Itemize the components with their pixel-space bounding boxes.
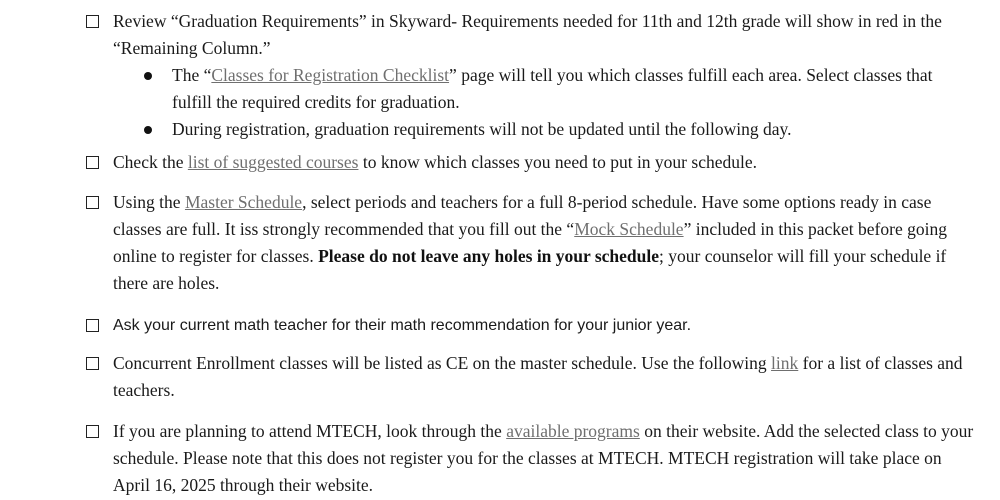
mock-schedule-link[interactable]: Mock Schedule xyxy=(574,219,684,239)
checklist-item-math-recommendation xyxy=(86,312,976,339)
checklist-item-text: Concurrent Enrollment classes will be listed as CE on the master schedule. Use the following link for a list of classes and teachers. xyxy=(113,353,963,400)
checkbox[interactable] xyxy=(86,357,99,370)
checklist-item-suggested-courses xyxy=(86,149,976,176)
classes-checklist-link[interactable]: Classes for Registration Checklist xyxy=(211,65,450,85)
checklist-item-graduation-requirements xyxy=(86,8,976,143)
checklist-item-text: Check the list of suggested courses to know which classes you need to put in your schedule. xyxy=(113,152,757,172)
checkbox[interactable] xyxy=(86,425,99,438)
checkbox[interactable] xyxy=(86,156,99,169)
checklist-item-text: Ask your current math teacher for their math recommendation for your junior year. xyxy=(113,317,692,334)
checklist-item-concurrent-enrollment xyxy=(86,350,976,404)
bullet-item: During registration, graduation requirements will not be updated until the following day. xyxy=(144,116,976,143)
master-schedule-link[interactable]: Master Schedule xyxy=(184,192,303,212)
checkbox[interactable] xyxy=(86,196,99,209)
concurrent-enrollment-link[interactable]: link xyxy=(771,353,799,373)
checklist-item-master-schedule xyxy=(86,189,976,297)
checklist-item-mtech xyxy=(86,418,976,499)
checkbox[interactable] xyxy=(86,15,99,28)
bullet-item: The “Classes for Registration Checklist” page will tell you which classes fulfill each area. Select classes that fulfill the required credits for graduation. xyxy=(144,62,976,116)
sub-bullet-list xyxy=(86,62,976,143)
checkbox[interactable] xyxy=(86,319,99,332)
suggested-courses-link[interactable]: list of suggested courses xyxy=(187,152,359,172)
bullet-icon xyxy=(144,126,152,134)
bullet-icon xyxy=(144,72,152,80)
checklist-item-text: Review “Graduation Requirements” in Skyward- Requirements needed for 11th and 12th grade will show in red in the “Remaining Column.” xyxy=(113,11,942,58)
available-programs-link[interactable]: available programs xyxy=(506,421,640,441)
checklist-item-text: If you are planning to attend MTECH, look through the available programs on their website. Add the selected class to your schedule. Please note that this does not register you for the classes at MTECH. MTECH registration will take place on April 16, 2025 through their website. xyxy=(113,421,974,495)
checklist-item-text: Using the Master Schedule, select periods and teachers for a full 8-period schedule. Have some options ready in case classes are full. It iss strongly recommended that you fill out the “Mock Schedule” included in this packet before going online to register for classes. Please do not leave any holes in your schedule; your counselor will fill your schedule if there are holes. xyxy=(113,192,947,293)
